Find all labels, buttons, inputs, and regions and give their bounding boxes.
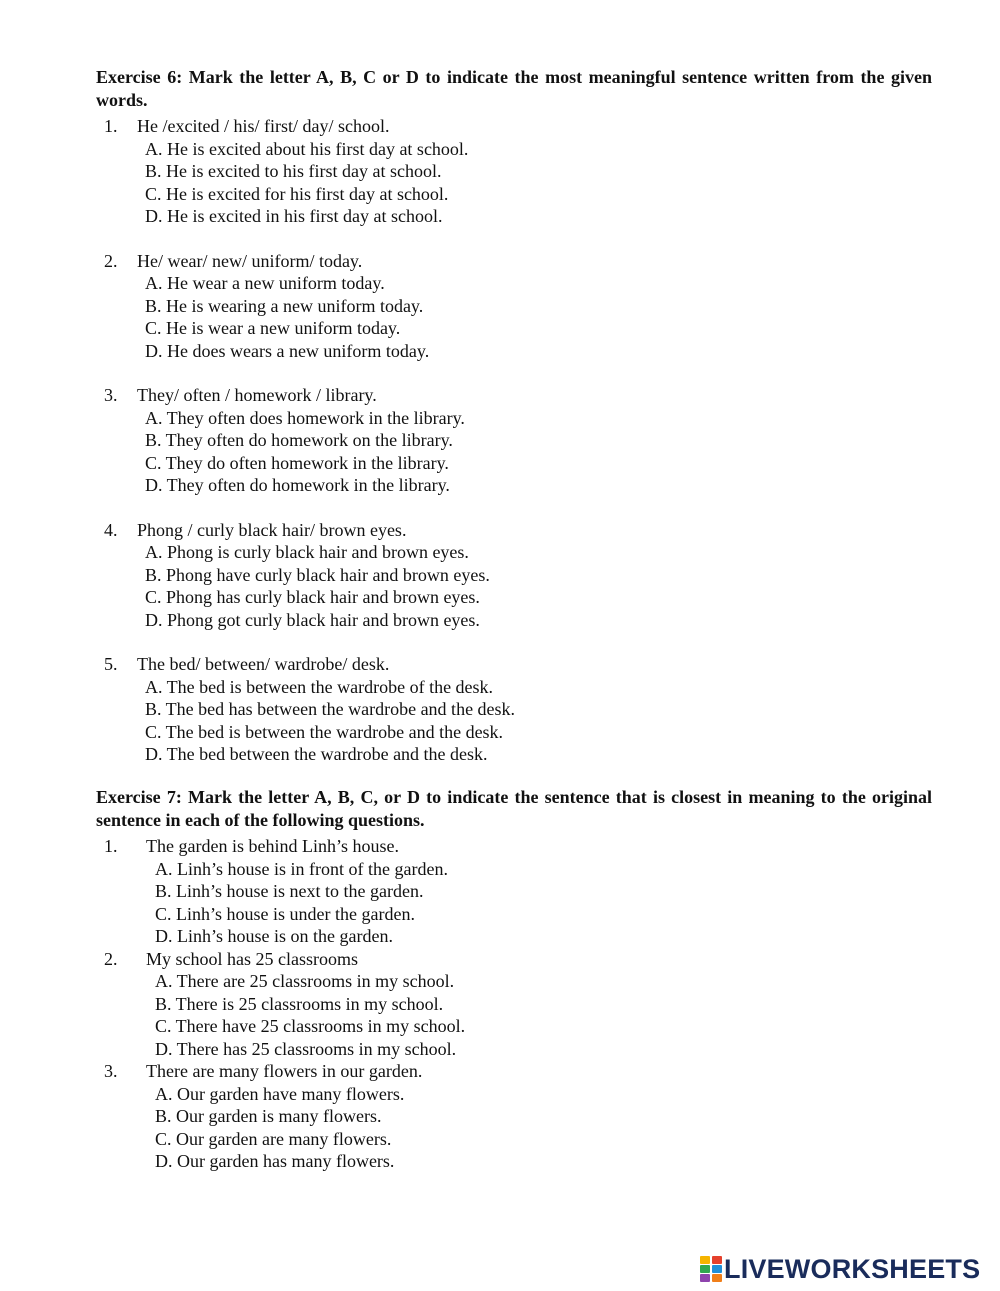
answer-option[interactable]: D. He does wears a new uniform today.: [145, 340, 430, 361]
answer-option[interactable]: D. Our garden has many flowers.: [155, 1151, 395, 1171]
question-prompt: The garden is behind Linh’s house.: [146, 836, 399, 856]
question-line: [96, 948, 932, 971]
answer-option[interactable]: B. Linh’s house is next to the garden.: [155, 881, 424, 901]
question-number: 1.: [104, 116, 118, 136]
exercise-7-heading: Exercise 7: Mark the letter A, B, C, or D to indicate the sentence that is closest in meaning to the original sentence in each of the following questions.: [96, 787, 932, 830]
answer-option[interactable]: B. Our garden is many flowers.: [155, 1106, 382, 1126]
liveworksheets-logo: [700, 1254, 980, 1284]
question-number: 2.: [104, 250, 118, 271]
question-item: [96, 519, 932, 632]
answer-option[interactable]: C. He is excited for his first day at school.: [145, 183, 449, 204]
answer-option[interactable]: D. The bed between the wardrobe and the desk.: [145, 744, 488, 764]
exercise-6: [96, 66, 932, 788]
answer-option[interactable]: A. They often does homework in the library.: [145, 407, 465, 428]
answer-option[interactable]: C. They do often homework in the library.: [145, 452, 449, 473]
answer-options: [145, 272, 932, 362]
question-line: [96, 1060, 932, 1083]
answer-option[interactable]: C. The bed is between the wardrobe and the desk.: [145, 721, 504, 742]
question-line: [96, 519, 932, 542]
question-item: [96, 948, 932, 1061]
question-item: [96, 1060, 932, 1173]
answer-option[interactable]: A. Linh’s house is in front of the garden.: [155, 858, 448, 879]
question-prompt: They/ often / homework / library.: [137, 385, 377, 405]
answer-option[interactable]: B. The bed has between the wardrobe and the desk.: [145, 699, 516, 719]
question-item: [96, 384, 932, 497]
question-item: [96, 115, 932, 228]
answer-option[interactable]: C. Linh’s house is under the garden.: [155, 903, 415, 924]
question-line: [96, 653, 932, 676]
question-prompt: He/ wear/ new/ uniform/ today.: [137, 250, 363, 271]
question-number: 4.: [104, 519, 118, 540]
question-number: 2.: [104, 948, 118, 969]
question-item: [96, 653, 932, 766]
answer-options: [145, 676, 932, 766]
answer-option[interactable]: D. They often do homework in the library.: [145, 475, 450, 495]
question-line: [96, 384, 932, 407]
answer-options: [155, 970, 932, 1060]
answer-option[interactable]: A. Phong is curly black hair and brown eyes.: [145, 542, 469, 562]
answer-option[interactable]: A. There are 25 classrooms in my school.: [155, 971, 455, 991]
question-line: [96, 835, 932, 858]
answer-options: [155, 1083, 932, 1173]
question-number: 3.: [104, 385, 118, 405]
answer-option[interactable]: D. Linh’s house is on the garden.: [155, 926, 393, 946]
question-prompt: My school has 25 classrooms: [146, 948, 358, 969]
answer-option[interactable]: D. There has 25 classrooms in my school.: [155, 1038, 457, 1059]
answer-options: [145, 138, 932, 228]
answer-option[interactable]: B. There is 25 classrooms in my school.: [155, 993, 444, 1014]
answer-option[interactable]: A. The bed is between the wardrobe of the desk.: [145, 676, 494, 697]
exercise-6-heading: Exercise 6: Mark the letter A, B, C or D to indicate the most meaningful sentence written from the given words.: [96, 67, 932, 110]
liveworksheets-logo-text: LIVEWORKSHEETS: [724, 1253, 981, 1284]
answer-options: [145, 541, 932, 631]
question-line: [96, 250, 932, 273]
question-prompt: The bed/ between/ wardrobe/ desk.: [137, 654, 390, 674]
question-prompt: Phong / curly black hair/ brown eyes.: [137, 519, 407, 540]
answer-option[interactable]: B. Phong have curly black hair and brown eyes.: [145, 564, 490, 585]
question-number: 5.: [104, 654, 118, 674]
answer-option[interactable]: C. There have 25 classrooms in my school.: [155, 1016, 466, 1036]
question-number: 1.: [104, 836, 118, 856]
answer-option[interactable]: B. They often do homework on the library.: [145, 430, 453, 450]
answer-option[interactable]: B. He is wearing a new uniform today.: [145, 295, 424, 316]
answer-option[interactable]: C. Our garden are many flowers.: [155, 1128, 392, 1149]
answer-option[interactable]: B. He is excited to his first day at school.: [145, 161, 442, 181]
exercise-7: [96, 786, 932, 1173]
exercise-6-questions: [96, 115, 932, 766]
answer-option[interactable]: C. Phong has curly black hair and brown eyes.: [145, 587, 480, 607]
answer-options: [155, 858, 932, 948]
question-line: [96, 115, 932, 138]
answer-option[interactable]: C. He is wear a new uniform today.: [145, 318, 401, 338]
answer-option[interactable]: D. Phong got curly black hair and brown eyes.: [145, 609, 480, 630]
question-item: [96, 835, 932, 948]
answer-option[interactable]: A. He wear a new uniform today.: [145, 273, 385, 293]
question-prompt: He /excited / his/ first/ day/ school.: [137, 116, 390, 136]
answer-option[interactable]: D. He is excited in his first day at school.: [145, 206, 443, 226]
liveworksheets-logo-icon: [700, 1256, 722, 1282]
question-item: [96, 250, 932, 363]
question-prompt: There are many flowers in our garden.: [146, 1061, 423, 1081]
exercise-7-questions: [96, 835, 932, 1173]
answer-options: [145, 407, 932, 497]
answer-option[interactable]: A. Our garden have many flowers.: [155, 1083, 405, 1104]
question-number: 3.: [104, 1061, 118, 1081]
answer-option[interactable]: A. He is excited about his first day at school.: [145, 138, 469, 159]
